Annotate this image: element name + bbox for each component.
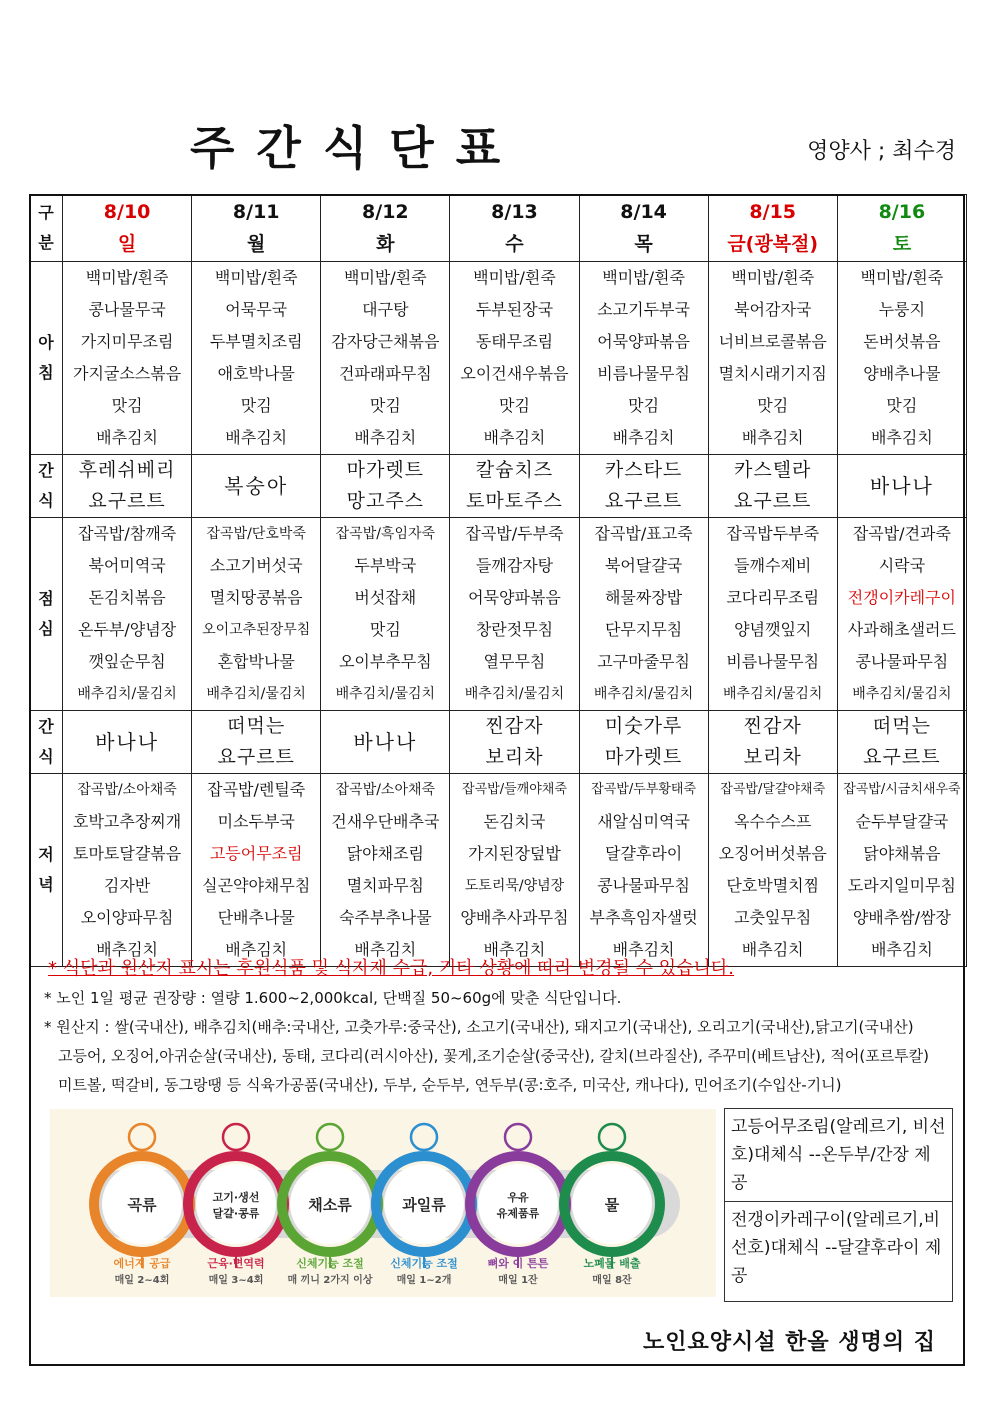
menu-item: 요구르트 <box>604 490 683 512</box>
substitute-item: 전갱이카레구이(알레르기,비선호)대체식 --달걀후라이 제공 <box>725 1201 952 1294</box>
menu-item: 어묵양파볶음 <box>468 588 561 607</box>
menu-item: 양배추쌈/쌈장 <box>852 908 951 927</box>
menu-item: 혼합박나물 <box>217 652 295 671</box>
menu-item: 맛김 <box>369 396 401 415</box>
section-label-top: 아 <box>38 333 54 352</box>
section-label-bottom: 녁 <box>38 875 54 894</box>
menu-item: 두부멸치조림 <box>209 332 303 351</box>
menu-item: 백미밥/흰죽 <box>860 268 944 287</box>
menu-item: 맛김 <box>111 396 143 415</box>
food-group-name: 우유 <box>507 1191 529 1204</box>
menu-item: 소고기두부국 <box>597 300 690 319</box>
menu-item: 가지굴소스볶음 <box>72 364 182 383</box>
day-of-week: 수 <box>505 233 524 255</box>
menu-item: 배추김치 <box>870 940 933 959</box>
menu-item: 칼슘치즈 <box>475 459 554 481</box>
food-group-name: 물 <box>604 1196 620 1214</box>
origin-note-3: 미트볼, 떡갈비, 동그랑땡 등 식육가공품(국내산), 두부, 순두부, 연두부(콩:호주, 미국산, 캐나다), 민어조기(수입산-기니) <box>58 1076 842 1094</box>
menu-item: 카스타드 <box>604 459 683 481</box>
menu-item: 백미밥/흰죽 <box>473 268 556 287</box>
menu-item: 창란젓무침 <box>475 620 554 639</box>
menu-item: 잡곡밥/달걀야채죽 <box>720 782 826 797</box>
menu-item: 소고기버섯국 <box>209 556 303 575</box>
menu-item: 멸치파무침 <box>346 876 424 895</box>
menu-item: 배추김치 <box>741 940 804 959</box>
food-group-benefit: 신체기능 조절 <box>390 1257 458 1270</box>
food-group-frequency: 매일 1~2개 <box>396 1275 452 1286</box>
day-of-week: 목 <box>634 233 653 255</box>
menu-item: 돈김치볶음 <box>88 588 166 607</box>
menu-item: 백미밥/흰죽 <box>85 268 169 287</box>
food-group-name: 채소류 <box>308 1196 352 1214</box>
section-label-bottom: 식 <box>38 747 54 766</box>
menu-item: 잡곡밥/흑임자죽 <box>335 526 436 542</box>
menu-item: 돈김치국 <box>483 812 546 831</box>
food-group-benefit: 신체기능 조절 <box>296 1257 364 1270</box>
menu-item: 오징어버섯볶음 <box>718 844 827 863</box>
menu-item: 해물짜장밥 <box>604 588 683 607</box>
food-group-benefit: 에너지 공급 <box>113 1257 171 1270</box>
menu-item: 시락국 <box>878 556 926 575</box>
menu-item: 숙주부추나물 <box>338 908 432 927</box>
menu-item: 김자반 <box>103 876 151 895</box>
menu-item: 배추김치 <box>354 428 417 447</box>
menu-item: 맛김 <box>369 620 401 639</box>
menu-item: 실곤약야채무침 <box>202 876 311 895</box>
food-group-frequency: 매일 3~4회 <box>208 1275 264 1286</box>
menu-item: 복숭아 <box>224 473 289 498</box>
nutritionist-label: 영양사 ; 최수경 <box>807 139 956 164</box>
food-group-frequency: 매 끼니 2가지 이상 <box>287 1275 373 1286</box>
menu-item: 요구르트 <box>734 490 812 512</box>
day-date: 8/16 <box>878 201 926 223</box>
menu-item: 닭야채볶음 <box>863 844 941 863</box>
food-group-name: 유제품류 <box>496 1207 540 1220</box>
menu-item: 요구르트 <box>217 746 295 768</box>
day-of-week: 일 <box>117 233 137 255</box>
menu-item: 잡곡밥/소아채죽 <box>77 782 177 798</box>
menu-item: 오이고추된장무침 <box>202 622 311 638</box>
menu-item: 찐감자 <box>485 715 544 737</box>
category-label-bottom: 분 <box>38 233 54 252</box>
menu-item: 누룽지 <box>878 300 926 319</box>
day-date: 8/12 <box>362 201 409 223</box>
menu-item: 맛김 <box>757 396 789 415</box>
menu-item: 요구르트 <box>863 746 941 768</box>
food-group-name: 과일류 <box>402 1196 446 1214</box>
menu-item: 호박고추장찌개 <box>72 812 182 831</box>
menu-item: 떠먹는 <box>872 715 931 737</box>
menu-item: 북어감자국 <box>734 300 812 319</box>
menu-item: 배추김치 <box>96 428 158 447</box>
menu-item: 요구르트 <box>88 490 166 512</box>
section-label-top: 간 <box>38 717 54 736</box>
menu-item: 잡곡밥/렌틸죽 <box>207 780 306 799</box>
menu-item: 마가렛트 <box>346 459 425 481</box>
menu-item: 들깨수제비 <box>734 556 812 575</box>
day-date: 8/13 <box>491 201 538 223</box>
menu-item: 코다리무조림 <box>726 588 820 607</box>
section-label-top: 저 <box>38 845 54 864</box>
origin-note-2: 고등어, 오징어,아귀순살(국내산), 동태, 코다리(러시아산), 꽃게,조기순살(중국산), 갈치(브라질산), 주꾸미(베트남산), 적어(포르투칼) <box>58 1047 930 1065</box>
food-group-name: 곡류 <box>127 1196 157 1214</box>
menu-item: 백미밥/흰죽 <box>214 268 298 287</box>
menu-item: 깻잎순무침 <box>88 652 166 671</box>
menu-item: 두부박국 <box>354 556 417 575</box>
menu-item: 배추김치 <box>96 940 158 959</box>
menu-item: 동태무조림 <box>475 332 554 351</box>
menu-item: 단호박멸치찜 <box>726 876 820 895</box>
menu-item: 잡곡밥/들깨야채죽 <box>462 782 567 797</box>
category-label-top: 구 <box>38 203 54 222</box>
food-group-name: 달걀·콩류 <box>212 1207 260 1220</box>
menu-item: 너비브로콜볶음 <box>718 332 827 351</box>
menu-item: 바나나 <box>869 473 934 498</box>
facility-name: 노인요양시설 한올 생명의 집 <box>642 1330 936 1355</box>
menu-item: 콩나물무국 <box>88 300 166 319</box>
menu-item: 맛김 <box>499 396 530 415</box>
menu-item: 오이양파무침 <box>80 908 174 927</box>
menu-item: 닭야채조림 <box>346 844 424 863</box>
menu-item: 부추흑임자샐럿 <box>589 908 698 927</box>
menu-item: 고구마줄무침 <box>597 652 690 671</box>
food-group-benefit: 뼈와 이 튼튼 <box>487 1257 549 1270</box>
menu-item: 양념깻잎지 <box>734 620 812 639</box>
menu-item: 잡곡밥/두부죽 <box>465 524 564 543</box>
calorie-note: * 노인 1일 평균 권장량 : 열량 1.600~2,000kcal, 단백질 50~60g에 맞춘 식단입니다. <box>44 989 622 1007</box>
menu-item: 감자당근채볶음 <box>331 332 440 351</box>
menu-item: 양배추사과무침 <box>460 908 569 927</box>
menu-item: 고춧잎무침 <box>734 908 812 927</box>
menu-item: 비름나물무침 <box>726 652 820 671</box>
menu-item: 떠먹는 <box>227 715 286 737</box>
menu-item: 망고주스 <box>346 490 425 512</box>
day-date: 8/14 <box>620 201 667 223</box>
menu-item: 건새우단배추국 <box>331 812 440 831</box>
menu-item: 배추김치/물김치 <box>852 686 952 702</box>
menu-item: 어묵무국 <box>225 300 288 319</box>
menu-item: 북어미역국 <box>88 556 166 575</box>
food-group-frequency: 매일 2~4회 <box>114 1275 170 1286</box>
menu-item: 바나나 <box>353 729 418 754</box>
menu-item: 배추김치 <box>225 428 288 447</box>
menu-item: 후레쉬베리 <box>78 459 176 481</box>
page-frame <box>29 194 965 1366</box>
menu-item: 단배추나물 <box>217 908 295 927</box>
day-date: 8/11 <box>232 201 280 223</box>
day-of-week: 토 <box>892 233 912 255</box>
menu-item: 돈버섯볶음 <box>863 332 941 351</box>
menu-item: 카스텔라 <box>734 459 812 481</box>
menu-item: 맛김 <box>240 396 272 415</box>
menu-item: 보리차 <box>743 746 802 768</box>
menu-item: 멸치땅콩볶음 <box>209 588 303 607</box>
menu-item: 어묵양파볶음 <box>597 332 690 351</box>
menu-item: 배추김치 <box>354 940 417 959</box>
menu-item: 바나나 <box>95 729 160 754</box>
food-group-name: 고기·생선 <box>212 1191 260 1204</box>
menu-item: 비름나물무침 <box>597 364 690 383</box>
menu-item: 콩나물파무침 <box>855 652 949 671</box>
menu-item: 맛김 <box>628 396 660 415</box>
menu-item: 잡곡밥/표고죽 <box>594 524 693 543</box>
menu-item: 건파래파무침 <box>338 364 432 383</box>
section-label-bottom: 침 <box>38 363 54 382</box>
menu-item: 오이부추무침 <box>338 652 432 671</box>
menu-item: 온두부/양념장 <box>78 620 177 639</box>
menu-item: 배추김치/물김치 <box>464 686 565 702</box>
menu-item: 도라지일미무침 <box>847 876 956 895</box>
menu-item: 배추김치 <box>612 940 675 959</box>
menu-item: 찐감자 <box>743 715 802 737</box>
food-group-frequency: 매일 8잔 <box>592 1275 632 1286</box>
food-group-benefit: 근육·면역력 <box>207 1257 265 1270</box>
menu-item: 배추김치 <box>483 428 546 447</box>
menu-item: 들깨감자탕 <box>475 556 554 575</box>
menu-item: 배추김치 <box>741 428 804 447</box>
menu-item: 고등어무조림 <box>209 844 303 863</box>
menu-item: 토마토달걀볶음 <box>72 844 182 863</box>
menu-item: 마가렛트 <box>604 746 683 768</box>
menu-item: 도토리묵/양념장 <box>464 878 565 894</box>
menu-item: 열무무침 <box>483 652 546 671</box>
menu-item: 콩나물파무침 <box>597 876 690 895</box>
menu-item: 잡곡밥/참깨죽 <box>78 524 177 543</box>
menu-item: 미숫가루 <box>604 715 683 737</box>
section-label-bottom: 심 <box>38 619 54 638</box>
menu-item: 배추김치 <box>612 428 675 447</box>
menu-item: 두부된장국 <box>475 300 554 319</box>
menu-item: 잡곡밥/견과죽 <box>852 524 951 543</box>
section-label-top: 점 <box>38 589 54 608</box>
menu-item: 대구탕 <box>362 300 409 319</box>
menu-item: 애호박나물 <box>217 364 295 383</box>
page-title: 주간식단표 <box>190 121 523 175</box>
menu-item: 배추김치/물김치 <box>593 686 694 702</box>
menu-item: 백미밥/흰죽 <box>731 268 815 287</box>
menu-item: 잡곡밥/소아채죽 <box>335 782 436 798</box>
menu-item: 잡곡밥/시금치새우죽 <box>843 782 961 797</box>
section-label-bottom: 식 <box>38 491 54 510</box>
day-date: 8/10 <box>103 201 151 223</box>
menu-item: 가지된장덮밥 <box>468 844 561 863</box>
menu-item: 가지미무조림 <box>80 332 174 351</box>
menu-item: 배추김치 <box>483 940 546 959</box>
menu-item: 옥수수스프 <box>734 812 812 831</box>
menu-item: 배추김치/물김치 <box>77 686 177 702</box>
origin-note-1: * 원산지 : 쌀(국내산), 배추김치(배추:국내산, 고춧가루:중국산), 소고기(국내산), 돼지고기(국내산), 오리고기(국내산),닭고기(국내산) <box>44 1018 914 1036</box>
menu-item: 오이건새우볶음 <box>460 364 569 383</box>
menu-item: 잡곡밥두부죽 <box>726 524 820 543</box>
menu-item: 잡곡밥/두부황태죽 <box>591 782 697 797</box>
menu-item: 달걀후라이 <box>604 844 683 863</box>
day-of-week: 화 <box>376 233 395 255</box>
menu-item: 새알심미역국 <box>597 812 690 831</box>
menu-item: 단무지무침 <box>604 620 683 639</box>
day-date: 8/15 <box>749 201 797 223</box>
menu-item: 배추김치/물김치 <box>206 686 306 702</box>
menu-item: 백미밥/흰죽 <box>344 268 427 287</box>
menu-item: 배추김치 <box>225 940 288 959</box>
section-label-top: 간 <box>38 461 54 480</box>
menu-item: 배추김치 <box>870 428 933 447</box>
menu-item: 배추김치/물김치 <box>335 686 436 702</box>
day-of-week: 월 <box>247 233 266 255</box>
menu-item: 순두부달걀국 <box>855 812 949 831</box>
food-group-frequency: 매일 1잔 <box>498 1275 538 1286</box>
menu-item: 잡곡밥/단호박죽 <box>206 526 306 542</box>
menu-item: 멸치시래기지짐 <box>718 364 827 383</box>
menu-item: 백미밥/흰죽 <box>602 268 685 287</box>
change-warning: * 식단과 원산지 표시는 후원식품 및 식자재 수급, 기타 상황에 따라 변경될 수 있습니다. <box>48 958 735 979</box>
menu-item: 미소두부국 <box>217 812 295 831</box>
menu-item: 토마토주스 <box>466 490 563 512</box>
substitute-item: 고등어무조림(알레르기, 비선호)대체식 --온두부/간장 제공 <box>731 1117 946 1193</box>
menu-item: 맛김 <box>886 396 918 415</box>
menu-item: 사과해초샐러드 <box>847 620 956 639</box>
menu-item: 버섯잡채 <box>354 588 417 607</box>
menu-item: 전갱이카레구이 <box>847 588 956 607</box>
menu-item: 북어달걀국 <box>604 556 683 575</box>
food-group-benefit: 노폐물 배출 <box>583 1257 641 1270</box>
day-of-week: 금(광복절) <box>727 233 819 255</box>
menu-item: 배추김치/물김치 <box>723 686 823 702</box>
menu-item: 양배추나물 <box>863 364 941 383</box>
menu-item: 보리차 <box>485 746 544 768</box>
